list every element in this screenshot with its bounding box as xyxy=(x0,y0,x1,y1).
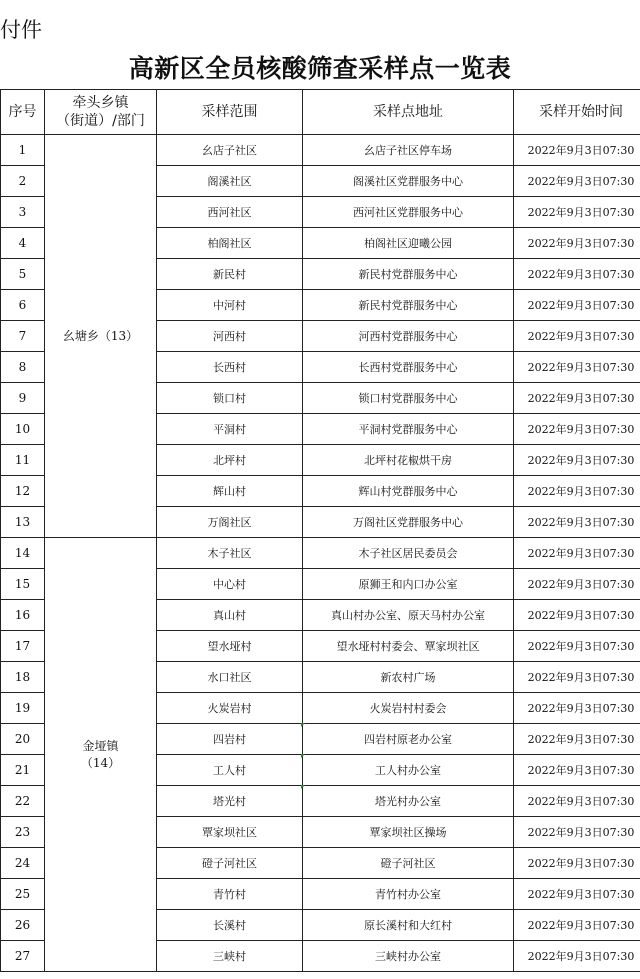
sampling-scope: 覃家坝社区 xyxy=(157,817,303,848)
row-number: 26 xyxy=(1,910,45,941)
sampling-scope: 塔光村 xyxy=(157,786,303,817)
sampling-scope: 万阁社区 xyxy=(157,507,303,538)
header-scope: 采样范围 xyxy=(157,90,303,135)
sampling-scope: 望水垭村 xyxy=(157,631,303,662)
sampling-start-time: 2022年9月3日07:30 xyxy=(514,662,640,693)
row-number: 7 xyxy=(1,321,45,352)
sampling-scope: 阁溪社区 xyxy=(157,166,303,197)
sampling-scope: 木子社区 xyxy=(157,538,303,569)
sampling-scope: 长西村 xyxy=(157,352,303,383)
sampling-start-time: 2022年9月3日07:30 xyxy=(514,383,640,414)
row-number: 4 xyxy=(1,228,45,259)
sampling-start-time: 2022年9月3日07:30 xyxy=(514,352,640,383)
sampling-start-time: 2022年9月3日07:30 xyxy=(514,817,640,848)
sampling-scope: 平洞村 xyxy=(157,414,303,445)
sampling-start-time: 2022年9月3日07:30 xyxy=(514,538,640,569)
sampling-address: 辉山村党群服务中心 xyxy=(303,476,514,507)
sampling-scope: 新民村 xyxy=(157,259,303,290)
sampling-address: 青竹村办公室 xyxy=(303,879,514,910)
row-number: 10 xyxy=(1,414,45,445)
sampling-address: 望水垭村村委会、覃家坝社区 xyxy=(303,631,514,662)
sampling-address: 真山村办公室、原天马村办公室 xyxy=(303,600,514,631)
sampling-start-time: 2022年9月3日07:30 xyxy=(514,786,640,817)
group-town-name: 幺塘乡（13） xyxy=(62,328,139,343)
header-town xyxy=(45,90,157,135)
sampling-scope: 水口社区 xyxy=(157,662,303,693)
sampling-address: 长西村党群服务中心 xyxy=(303,352,514,383)
sampling-start-time: 2022年9月3日07:30 xyxy=(514,290,640,321)
sampling-address: 锁口村党群服务中心 xyxy=(303,383,514,414)
table-header-row xyxy=(1,90,640,135)
row-number: 22 xyxy=(1,786,45,817)
row-number: 15 xyxy=(1,569,45,600)
header-address: 采样点地址 xyxy=(303,90,514,135)
row-number: 24 xyxy=(1,848,45,879)
sampling-scope: 真山村 xyxy=(157,600,303,631)
row-number: 2 xyxy=(1,166,45,197)
header-start-time: 采样开始时间 xyxy=(514,90,640,135)
row-number: 8 xyxy=(1,352,45,383)
sampling-scope: 三峡村 xyxy=(157,941,303,972)
sampling-sites-table xyxy=(0,89,640,972)
sampling-start-time: 2022年9月3日07:30 xyxy=(514,910,640,941)
group-town-cell xyxy=(45,538,157,972)
sampling-address: 塔光村办公室 xyxy=(303,786,514,817)
sampling-address: 幺店子社区停车场 xyxy=(303,135,514,166)
header-no: 序号 xyxy=(1,90,45,135)
sampling-address: 河西村党群服务中心 xyxy=(303,321,514,352)
sampling-address: 新民村党群服务中心 xyxy=(303,290,514,321)
sampling-start-time: 2022年9月3日07:30 xyxy=(514,879,640,910)
sampling-start-time: 2022年9月3日07:30 xyxy=(514,693,640,724)
sampling-address: 新农村广场 xyxy=(303,662,514,693)
cell-marker xyxy=(301,754,305,758)
sampling-address: 平洞村党群服务中心 xyxy=(303,414,514,445)
sampling-address: 新民村党群服务中心 xyxy=(303,259,514,290)
sampling-scope: 长溪村 xyxy=(157,910,303,941)
sampling-start-time: 2022年9月3日07:30 xyxy=(514,445,640,476)
header-town-line2: （街道）/部门 xyxy=(56,113,145,129)
sampling-start-time: 2022年9月3日07:30 xyxy=(514,631,640,662)
sampling-scope: 河西村 xyxy=(157,321,303,352)
sampling-address: 四岩村原老办公室 xyxy=(303,724,514,755)
sampling-scope: 幺店子社区 xyxy=(157,135,303,166)
row-number: 11 xyxy=(1,445,45,476)
sampling-scope: 四岩村 xyxy=(157,724,303,755)
row-number: 12 xyxy=(1,476,45,507)
sampling-scope: 火炭岩村 xyxy=(157,693,303,724)
sampling-start-time: 2022年9月3日07:30 xyxy=(514,941,640,972)
row-number: 23 xyxy=(1,817,45,848)
sampling-start-time: 2022年9月3日07:30 xyxy=(514,414,640,445)
group-town-cell xyxy=(45,135,157,538)
row-number: 6 xyxy=(1,290,45,321)
sampling-start-time: 2022年9月3日07:30 xyxy=(514,569,640,600)
sampling-start-time: 2022年9月3日07:30 xyxy=(514,259,640,290)
row-number: 5 xyxy=(1,259,45,290)
sampling-scope: 锁口村 xyxy=(157,383,303,414)
row-number: 25 xyxy=(1,879,45,910)
sampling-start-time: 2022年9月3日07:30 xyxy=(514,848,640,879)
sampling-address: 工人村办公室 xyxy=(303,755,514,786)
sampling-address: 阁溪社区党群服务中心 xyxy=(303,166,514,197)
sampling-address: 火炭岩村村委会 xyxy=(303,693,514,724)
sampling-address: 磴子河社区 xyxy=(303,848,514,879)
row-number: 16 xyxy=(1,600,45,631)
sampling-scope: 中河村 xyxy=(157,290,303,321)
row-number: 20 xyxy=(1,724,45,755)
sampling-start-time: 2022年9月3日07:30 xyxy=(514,321,640,352)
sampling-address: 西河社区党群服务中心 xyxy=(303,197,514,228)
sampling-scope: 西河社区 xyxy=(157,197,303,228)
row-number: 18 xyxy=(1,662,45,693)
sampling-start-time: 2022年9月3日07:30 xyxy=(514,166,640,197)
row-number: 9 xyxy=(1,383,45,414)
sampling-start-time: 2022年9月3日07:30 xyxy=(514,507,640,538)
sampling-address: 北坪村花椒烘干房 xyxy=(303,445,514,476)
sampling-scope: 北坪村 xyxy=(157,445,303,476)
sampling-address: 柏阁社区迎曦公园 xyxy=(303,228,514,259)
row-number: 17 xyxy=(1,631,45,662)
sampling-start-time: 2022年9月3日07:30 xyxy=(514,228,640,259)
sampling-start-time: 2022年9月3日07:30 xyxy=(514,476,640,507)
row-number: 14 xyxy=(1,538,45,569)
sampling-scope: 柏阁社区 xyxy=(157,228,303,259)
sampling-address: 万阁社区党群服务中心 xyxy=(303,507,514,538)
sampling-scope: 辉山村 xyxy=(157,476,303,507)
table-row xyxy=(1,538,640,569)
header-town-line1: 牵头乡镇 xyxy=(72,95,129,111)
sampling-start-time: 2022年9月3日07:30 xyxy=(514,135,640,166)
attachment-label: 付件 xyxy=(0,18,42,42)
sampling-start-time: 2022年9月3日07:30 xyxy=(514,755,640,786)
sampling-address: 原狮王和内口办公室 xyxy=(303,569,514,600)
sampling-start-time: 2022年9月3日07:30 xyxy=(514,724,640,755)
sampling-start-time: 2022年9月3日07:30 xyxy=(514,600,640,631)
row-number: 19 xyxy=(1,693,45,724)
row-number: 27 xyxy=(1,941,45,972)
row-number: 3 xyxy=(1,197,45,228)
sampling-address: 原长溪村和大红村 xyxy=(303,910,514,941)
sampling-start-time: 2022年9月3日07:30 xyxy=(514,197,640,228)
cell-marker xyxy=(301,723,305,727)
sampling-scope: 磴子河社区 xyxy=(157,848,303,879)
sampling-address: 覃家坝社区操场 xyxy=(303,817,514,848)
cell-marker xyxy=(301,785,305,789)
sampling-scope: 工人村 xyxy=(157,755,303,786)
table-row xyxy=(1,135,640,166)
group-town-count: （14） xyxy=(80,755,121,770)
row-number: 21 xyxy=(1,755,45,786)
group-town-name: 金垭镇 xyxy=(82,738,119,753)
row-number: 13 xyxy=(1,507,45,538)
page-title: 高新区全员核酸筛查采样点一览表 xyxy=(128,54,512,83)
sampling-address: 木子社区居民委员会 xyxy=(303,538,514,569)
row-number: 1 xyxy=(1,135,45,166)
sampling-scope: 中心村 xyxy=(157,569,303,600)
sampling-scope: 青竹村 xyxy=(157,879,303,910)
sampling-address: 三峡村办公室 xyxy=(303,941,514,972)
